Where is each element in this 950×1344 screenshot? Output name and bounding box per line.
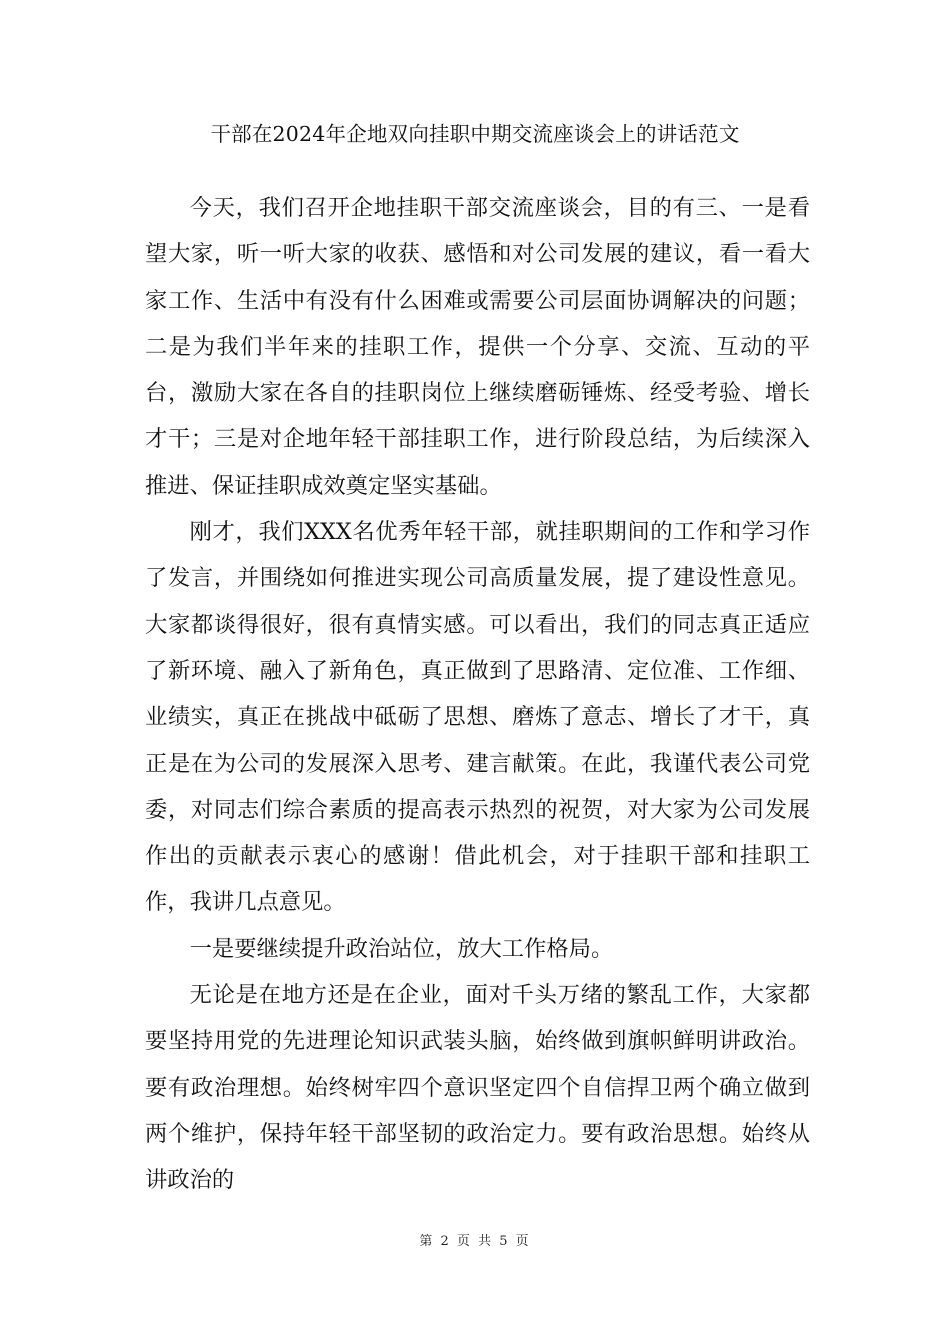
document-title: 干部在2024年企地双向挂职中期交流座谈会上的讲话范文 <box>210 122 740 146</box>
body-paragraph: 今天，我们召开企地挂职干部交流座谈会，目的有三、一是看望大家，听一听大家的收获、感悟和对公司发展的建议，看一看大家工作、生活中有没有什么困难或需要公司层面协调解决的问题；二是为我们半年来的挂职工作，提供一个分享、交流、互动的平台，激励大家在各自的挂职岗位上继续磨砺锤炼、经受考验、增长才干；三是对企地年轻干部挂职工作，进行阶段总结，为后续深入推进、保证挂职成效奠定坚实基础。 <box>145 195 810 499</box>
body-paragraph: 无论是在地方还是在企业，面对千头万绪的繁乱工作，大家都要坚持用党的先进理论知识武装头脑，始终做到旗帜鲜明讲政治。要有政治理想。始终树牢四个意识坚定四个自信捍卫两个确立做到两个维护，保持年轻干部坚韧的政治定力。要有政治思想。始终从讲政治的 <box>145 982 810 1194</box>
document-body <box>145 185 810 1204</box>
page-number-footer: 第 2 页 共 5 页 <box>419 1234 531 1249</box>
body-paragraph: 刚才，我们XXX名优秀年轻干部，就挂职期间的工作和学习作了发言，并围绕如何推进实现公司高质量发展，提了建设性意见。大家都谈得很好，很有真情实感。可以看出，我们的同志真正适应了新环境、融入了新角色，真正做到了思路清、定位准、工作细、业绩实，真正在挑战中砥砺了思想、磨炼了意志、增长了才干，真正是在为公司的发展深入思考、建言献策。在此，我谨代表公司党委，对同志们综合素质的提高表示热烈的祝贺，对大家为公司发展作出的贡献表示衷心的感谢！借此机会，对于挂职干部和挂职工作，我讲几点意见。 <box>145 519 810 916</box>
section-heading-paragraph: 一是要继续提升政治站位，放大工作格局。 <box>189 935 614 962</box>
